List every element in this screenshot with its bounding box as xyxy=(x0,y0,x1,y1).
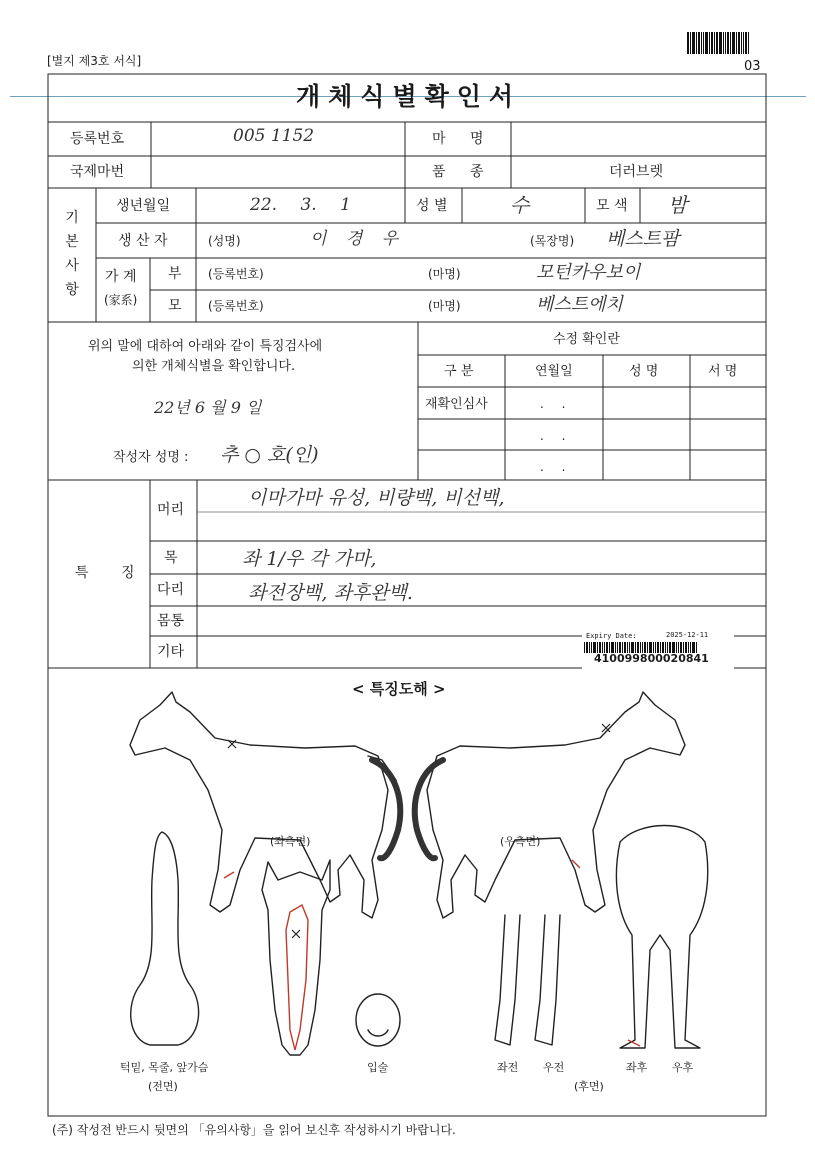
rear-view xyxy=(616,826,707,1049)
coat-label: 모 색 xyxy=(596,198,628,214)
sex-label: 성 별 xyxy=(416,198,448,214)
dam-label: 모 xyxy=(168,298,182,314)
left-side-tail xyxy=(372,760,400,858)
dam-name-label: (마명) xyxy=(428,299,461,313)
head-front-view xyxy=(262,860,330,1055)
right-side-tail xyxy=(415,760,443,858)
sex-value: 수 xyxy=(510,193,530,217)
right-side-caption: (우측면) xyxy=(500,835,541,848)
lineage-hanja: (家系) xyxy=(104,293,138,307)
head-label: 머리 xyxy=(157,502,185,518)
body-label: 몸통 xyxy=(157,613,185,629)
lineage-label: 가 계 xyxy=(105,269,137,285)
revision-row-1-date: . . xyxy=(540,397,566,411)
reg-no-label: 등록번호 xyxy=(70,131,125,147)
revision-row-2-date: . . xyxy=(540,429,566,443)
fore-legs-view xyxy=(495,915,560,1045)
farm-label: (목장명) xyxy=(530,234,575,248)
sire-name-value: 모턴카우보이 xyxy=(536,262,641,283)
sticker-expiry-label: Expiry Date: xyxy=(586,632,637,640)
rear-view-caption: (후면) xyxy=(574,1080,604,1093)
breed-label: 품 종 xyxy=(432,164,494,180)
sticker-expiry-value: 2025-12-11 xyxy=(666,631,709,639)
sire-label: 부 xyxy=(168,266,182,282)
intl-no-label: 국제마번 xyxy=(70,164,125,180)
whorl-mark-face xyxy=(292,930,300,938)
sire-name-label: (마명) xyxy=(428,267,461,281)
revision-header-category: 구 분 xyxy=(444,364,474,379)
revision-row-1-category: 재확인심사 xyxy=(425,397,488,412)
dam-name-value: 베스트에치 xyxy=(536,294,623,315)
sire-reg-label: (등록번호) xyxy=(208,267,264,281)
front-caption: 턱밑, 목줄, 앞가슴 xyxy=(120,1061,209,1074)
revision-title: 수정 확인란 xyxy=(553,332,620,347)
blaze-marking xyxy=(286,905,308,1050)
birth-value: 22. 3. 1 xyxy=(250,195,351,215)
left-fore-caption: 좌전 xyxy=(497,1061,519,1074)
leg-marking-left xyxy=(224,872,234,878)
left-side-horse xyxy=(130,692,388,918)
breed-value: 더러브렛 xyxy=(609,164,664,180)
revision-header-date: 연월일 xyxy=(535,364,573,379)
producer-name-label: (성명) xyxy=(208,234,241,248)
revision-header-sign: 서 명 xyxy=(708,364,738,379)
right-fore-caption: 우전 xyxy=(543,1061,565,1074)
revision-row-3-date: . . xyxy=(540,460,566,474)
muzzle-view xyxy=(356,994,400,1046)
page-title: 개체식별확인서 xyxy=(296,82,522,111)
page-code: 03 xyxy=(744,59,761,74)
front-view-caption: (전면) xyxy=(148,1080,178,1093)
diagram-title: < 특징도해 > xyxy=(352,680,446,698)
reg-no-value: 005 1152 xyxy=(233,126,315,146)
left-hind-caption: 좌후 xyxy=(626,1061,648,1074)
features-section-label: 특 징 xyxy=(75,565,149,581)
form-number: [별지 제3호 서식] xyxy=(47,54,142,68)
revision-header-name: 성 명 xyxy=(629,364,659,379)
basic-section-label: 기 본 사 항 xyxy=(65,210,79,298)
legs-value: 좌전장백, 좌후완백. xyxy=(248,582,413,604)
sticker-code: 410099800020841 xyxy=(594,652,709,665)
confirm-date: 22년 6 월 9 일 xyxy=(154,398,262,417)
horse-name-label: 마 명 xyxy=(432,131,494,147)
head-value: 이마가마 유성, 비량백, 비선백, xyxy=(248,487,505,509)
dam-reg-label: (등록번호) xyxy=(208,299,264,313)
neck-value: 좌 1/우 각 가마, xyxy=(242,548,377,570)
birth-label: 생년월일 xyxy=(116,198,171,214)
legs-label: 다리 xyxy=(157,582,185,598)
coat-value: 밤 xyxy=(668,193,688,217)
other-label: 기타 xyxy=(157,644,185,660)
footer-note: (주) 작성전 반드시 뒷면의 「유의사항」을 읽어 보신후 작성하시기 바랍니다. xyxy=(52,1123,456,1137)
writer-signature: 추 ○ 호(인) xyxy=(220,444,319,466)
neck-label: 목 xyxy=(164,550,178,566)
right-hind-caption: 우후 xyxy=(672,1061,694,1074)
front-chest-view xyxy=(131,832,199,1045)
muzzle-caption: 입술 xyxy=(367,1061,389,1074)
statement-line-2: 의한 개체식별을 확인합니다. xyxy=(132,359,296,374)
left-side-caption: (좌측면) xyxy=(270,835,311,848)
farm-value: 베스트팜 xyxy=(606,228,680,250)
statement-line-1: 위의 말에 대하여 아래와 같이 특징검사에 xyxy=(88,339,323,354)
producer-name-value: 이 경 우 xyxy=(310,229,399,249)
producer-label: 생 산 자 xyxy=(118,233,168,249)
writer-label: 작성자 성명 : xyxy=(113,450,189,465)
right-side-horse xyxy=(427,692,685,918)
